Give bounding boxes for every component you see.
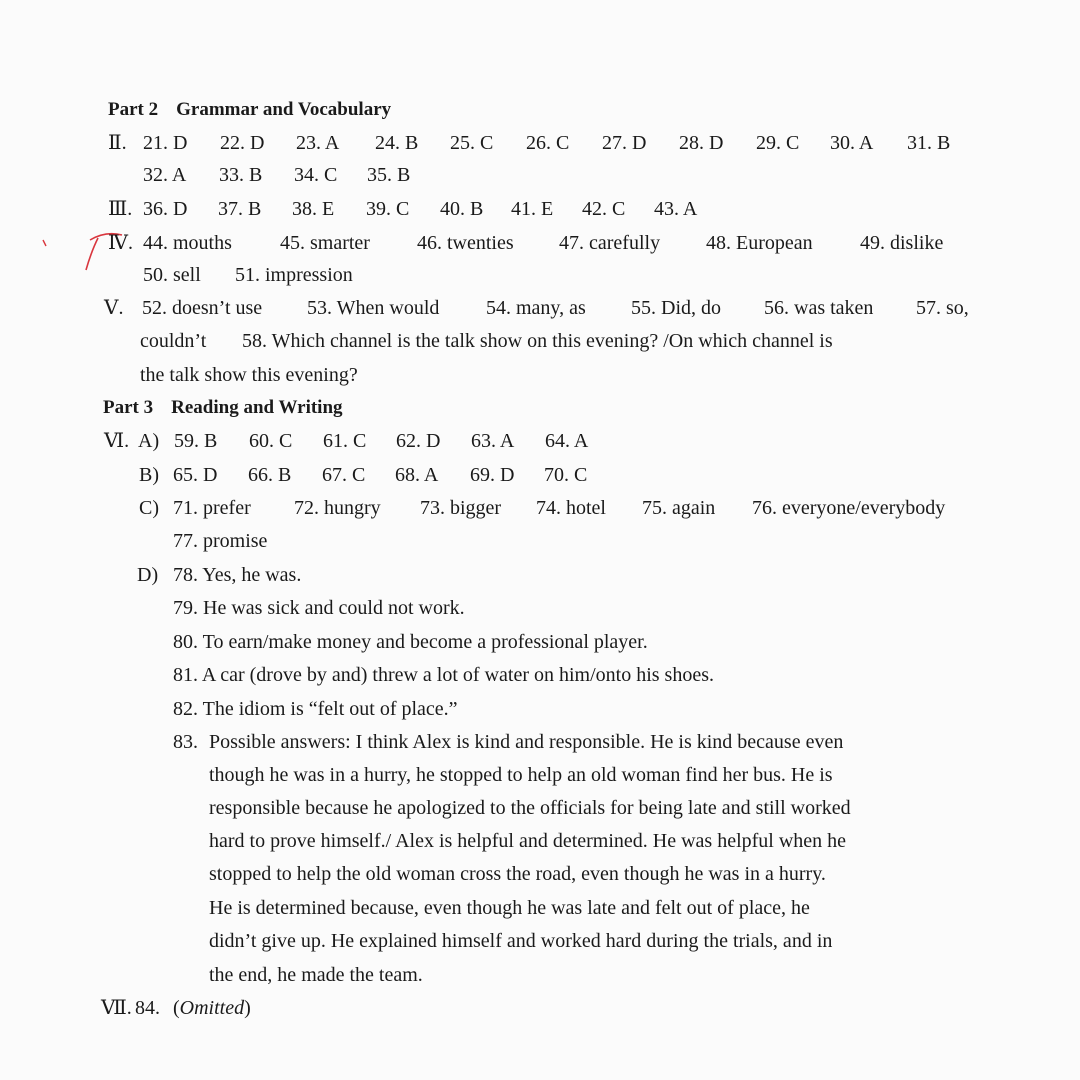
answer-item: 70. C — [544, 464, 588, 486]
answer-item: 43. A — [654, 198, 698, 220]
section-6-c-row-2 — [173, 528, 267, 554]
part2-heading-number: Part 2 — [108, 99, 159, 120]
answer-item: 61. C — [323, 430, 367, 452]
answer-item: 34. C — [294, 164, 338, 186]
answer-item: 65. D — [173, 464, 218, 486]
answer-item: 31. B — [907, 132, 951, 154]
paragraph-line: the end, he made the team. — [209, 964, 423, 986]
answer-item-58: 58. Which channel is the talk show on this evening? /On which channel is — [242, 330, 833, 352]
answer-item: 22. D — [220, 132, 265, 154]
answer-item: 57. so, — [916, 297, 969, 319]
paragraph-line: stopped to help the old woman cross the road, even though he was in a hurry. — [209, 863, 826, 885]
answer-item: 52. doesn’t use — [142, 297, 263, 319]
answer-item: 24. B — [375, 132, 419, 154]
answer-83-line-4 — [209, 828, 846, 854]
answer-item: couldn’t — [140, 330, 207, 352]
section-7-row — [101, 995, 251, 1021]
part3-heading-title: Reading and Writing — [171, 397, 343, 418]
answer-83-line-1 — [209, 729, 843, 755]
answer-item: 46. twenties — [417, 232, 514, 254]
section-2-row-1 — [108, 130, 951, 156]
answer-item-58-continued: the talk show this evening? — [140, 364, 358, 386]
section-6-d-row-78 — [137, 562, 302, 588]
paragraph-line: didn’t give up. He explained himself and worked hard during the trials, and in — [209, 930, 833, 952]
part2-heading-title: Grammar and Vocabulary — [176, 99, 392, 120]
section-6-d-row-82 — [173, 696, 458, 722]
answer-item: 36. D — [143, 198, 188, 220]
paragraph-line: Possible answers: I think Alex is kind and responsible. He is kind because even — [209, 731, 844, 753]
answer-83-line-3 — [209, 795, 851, 821]
section-6-a-row — [104, 428, 589, 454]
answer-item: 38. E — [292, 198, 335, 220]
answer-item: 62. D — [396, 430, 441, 452]
answer-item: 59. B — [174, 430, 218, 452]
answer-item: 77. promise — [173, 530, 268, 552]
answer-item: 35. B — [367, 164, 411, 186]
answer-item: 49. dislike — [860, 232, 944, 254]
answer-item: 21. D — [143, 132, 188, 154]
answer-item: 60. C — [249, 430, 293, 452]
subsection-a-label: A) — [138, 430, 160, 452]
answer-item: 25. C — [450, 132, 494, 154]
answer-number: 84. — [135, 997, 160, 1019]
section-3-roman: Ⅲ. — [108, 198, 133, 220]
paragraph-line: hard to prove himself./ Alex is helpful and determined. He was helpful when he — [209, 830, 847, 852]
answer-83-line-2 — [209, 762, 833, 788]
answer-item: 73. bigger — [420, 497, 502, 519]
omitted-text: Omitted — [179, 997, 245, 1019]
answer-item: 54. many, as — [486, 297, 586, 319]
section-6-d-row-80 — [173, 629, 648, 655]
answer-item: 51. impression — [235, 264, 353, 286]
omitted-note — [173, 995, 251, 1021]
answer-item: 66. B — [248, 464, 292, 486]
part2-heading — [108, 97, 391, 123]
answer-item: 56. was taken — [764, 297, 874, 319]
answer-item: 81. A car (drove by and) threw a lot of water on him/onto his shoes. — [173, 664, 714, 686]
answer-item: 29. C — [756, 132, 800, 154]
answer-item: 75. again — [642, 497, 716, 519]
section-4-row-1 — [108, 230, 944, 256]
answer-item: 69. D — [470, 464, 515, 486]
answer-83-line-7 — [209, 928, 832, 954]
answer-item: 76. everyone/everybody — [752, 497, 946, 519]
answer-item: 44. mouths — [143, 232, 232, 254]
section-5-row-1 — [104, 295, 969, 321]
section-7-roman: Ⅶ. — [101, 997, 132, 1019]
section-3-row-1 — [108, 196, 698, 222]
part3-heading — [103, 395, 343, 421]
answer-item: 33. B — [219, 164, 263, 186]
paren-open: ( — [173, 997, 180, 1019]
answer-item: 79. He was sick and could not work. — [173, 597, 465, 619]
answer-item: 48. European — [706, 232, 813, 254]
answer-item: 72. hungry — [294, 497, 381, 519]
section-5-row-3 — [140, 362, 358, 388]
answer-item: 68. A — [395, 464, 439, 486]
answer-item: 28. D — [679, 132, 724, 154]
answer-item: 82. The idiom is “felt out of place.” — [173, 698, 458, 720]
part3-heading-number: Part 3 — [103, 397, 154, 418]
answer-item: 39. C — [366, 198, 410, 220]
answer-item: 64. A — [545, 430, 589, 452]
subsection-c-label: C) — [139, 497, 159, 519]
answer-item: 42. C — [582, 198, 626, 220]
answer-item: 40. B — [440, 198, 484, 220]
section-6-d-row-81 — [173, 662, 714, 688]
answer-item: 67. C — [322, 464, 366, 486]
answer-number: 83. — [173, 731, 198, 753]
answer-item: 71. prefer — [173, 497, 251, 519]
answer-item: 55. Did, do — [631, 297, 721, 319]
section-6-roman: Ⅵ. — [104, 430, 130, 452]
answer-item: 41. E — [511, 198, 554, 220]
paragraph-line: though he was in a hurry, he stopped to help an old woman find her bus. He is — [209, 764, 833, 786]
answer-item: 80. To earn/make money and become a professional player. — [173, 631, 648, 653]
answer-83-number — [173, 729, 198, 755]
answer-83-line-6 — [209, 895, 810, 921]
paren-close: ) — [244, 997, 251, 1019]
answer-item: 47. carefully — [559, 232, 661, 254]
answer-item: 30. A — [830, 132, 874, 154]
answer-item: 63. A — [471, 430, 515, 452]
answer-83-line-5 — [209, 861, 826, 887]
section-5-row-2 — [140, 328, 833, 354]
paragraph-line: He is determined because, even though he was late and felt out of place, he — [209, 897, 810, 919]
section-6-b-row — [139, 462, 588, 488]
subsection-b-label: B) — [139, 464, 159, 486]
answer-item: 23. A — [296, 132, 340, 154]
section-2-roman: Ⅱ. — [108, 132, 127, 154]
answer-83-line-8 — [209, 962, 423, 988]
section-5-roman: Ⅴ. — [104, 297, 124, 319]
section-6-c-row — [139, 495, 946, 521]
answer-item: 37. B — [218, 198, 262, 220]
section-4-roman: Ⅳ. — [108, 232, 133, 254]
answer-item: 26. C — [526, 132, 570, 154]
answer-item: 45. smarter — [280, 232, 370, 254]
answer-item: 32. A — [143, 164, 187, 186]
subsection-d-label: D) — [137, 564, 159, 586]
answer-item: 50. sell — [143, 264, 201, 286]
answer-item: 78. Yes, he was. — [173, 564, 302, 586]
answer-item: 53. When would — [307, 297, 440, 319]
answer-item: 27. D — [602, 132, 647, 154]
answer-item: 74. hotel — [536, 497, 606, 519]
paragraph-line: responsible because he apologized to the officials for being late and still worked — [209, 797, 851, 819]
section-6-d-row-79 — [173, 595, 465, 621]
